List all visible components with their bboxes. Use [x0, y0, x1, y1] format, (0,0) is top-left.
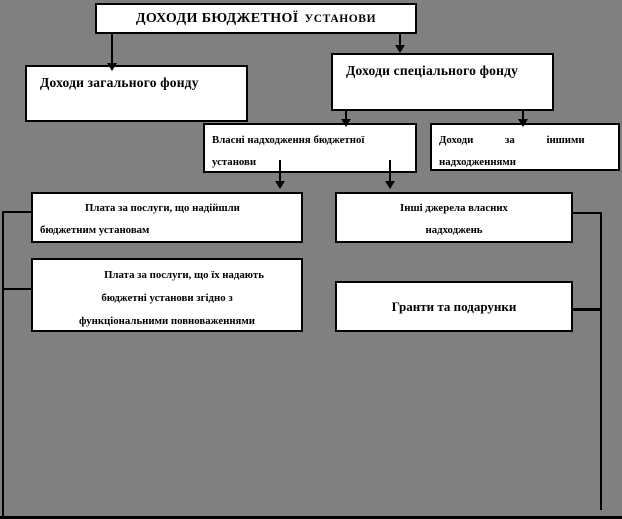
- connector-left-to-fees-received: [2, 211, 31, 213]
- arrow-own-to-other-sources-line: [389, 160, 391, 182]
- arrow-title-to-special-head: [395, 45, 405, 53]
- node-fees-provided-line1: Плата за послуги, що їх надають: [104, 269, 264, 281]
- arrow-special-to-own-head: [341, 119, 351, 127]
- node-fees-provided-line3: функціональними повноваженнями: [79, 315, 255, 327]
- connector-right-vertical: [600, 212, 602, 510]
- connector-right-to-other-sources: [573, 212, 602, 214]
- node-other-receipts-line1: Доходи за іншими: [439, 134, 585, 146]
- node-other-sources-line2: надходжень: [425, 224, 483, 236]
- node-other-sources-line1: Інші джерела власних: [400, 202, 508, 214]
- node-own-revenues-line1: Власні надходження бюджетної: [212, 134, 365, 146]
- node-fees-received-line2: бюджетним установам: [40, 224, 150, 236]
- arrow-title-to-general-head: [107, 63, 117, 71]
- node-general-fund: [25, 65, 248, 122]
- arrow-own-to-fees-line: [279, 160, 281, 182]
- node-special-fund: [331, 53, 554, 111]
- node-grants-label: Гранти та подарунки: [391, 298, 517, 314]
- node-other-receipts-line2: надходженнями: [439, 156, 516, 168]
- connector-right-to-grants: [573, 308, 602, 311]
- arrow-own-to-fees-head: [275, 181, 285, 189]
- node-fees-provided: [31, 258, 303, 332]
- node-grants: [335, 281, 573, 332]
- node-title-suffix: УСТАНОВИ: [304, 12, 377, 25]
- node-own-revenues: [203, 123, 417, 173]
- node-other-sources: [335, 192, 573, 243]
- connector-left-to-fees-provided: [2, 288, 31, 290]
- arrow-own-to-other-sources-head: [385, 181, 395, 189]
- node-fees-provided-line2: бюджетні установи згідно з: [101, 292, 233, 304]
- node-general-fund-label: Доходи загального фонду: [40, 75, 199, 90]
- arrow-title-to-general-line: [111, 33, 113, 64]
- node-special-fund-label: Доходи спеціального фонду: [346, 63, 519, 78]
- node-budget-institution-revenues: [95, 3, 417, 34]
- node-fees-received: [31, 192, 303, 243]
- node-own-revenues-line2: установи: [212, 156, 257, 168]
- node-fees-received-line1: Плата за послуги, що надійшли: [85, 202, 240, 214]
- arrow-special-to-other-receipts-head: [518, 119, 528, 127]
- node-title-main: ДОХОДИ БЮДЖЕТНОЇ: [135, 10, 299, 26]
- node-other-receipts: [430, 123, 620, 171]
- connector-left-vertical: [2, 211, 4, 519]
